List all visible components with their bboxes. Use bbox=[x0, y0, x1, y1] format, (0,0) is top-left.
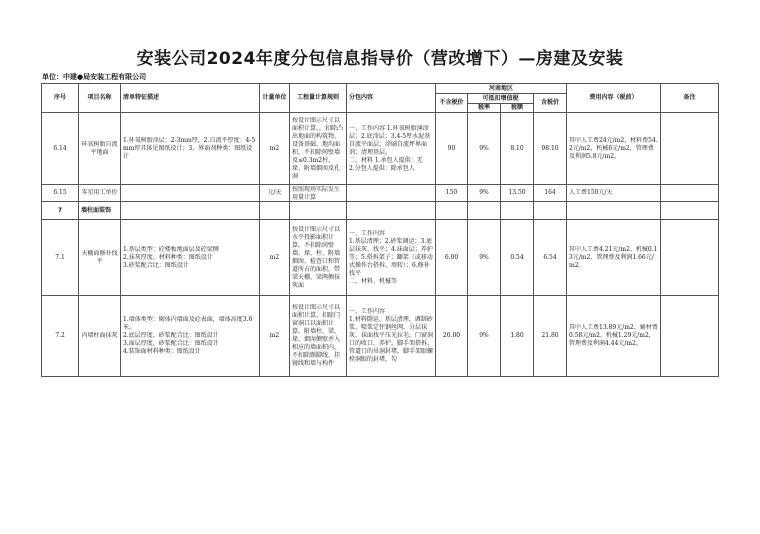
row-features bbox=[121, 185, 260, 202]
row-rule-text: 按设计图示尺寸以水平投影面积计算。不扣除间壁墙、垛、柱、附墙烟囱、检查口和管道所占的面积，带梁天棚、梁两侧抹灰面 bbox=[292, 225, 341, 289]
row-scope bbox=[347, 113, 436, 185]
row-features bbox=[121, 220, 260, 296]
header-remark: 备注 bbox=[661, 84, 719, 113]
row-tax bbox=[501, 113, 534, 185]
row-seq bbox=[42, 220, 79, 296]
row-excl-tax bbox=[436, 220, 468, 296]
header-seq: 序号 bbox=[42, 84, 79, 113]
header-deductible: 可抵扣增值税 bbox=[468, 94, 534, 104]
row-rule-text: 按设计图示尺寸以面积计算，扣除门窗洞口以面积计算。附墙柱、梁、垛、烟囱侧壁并入相应的墙面积内，不扣除踢脚线、挂镜线和墙与构件 bbox=[292, 304, 341, 367]
row-rule-text: 按设计图示尺寸以面积计算，，扣除凸出地面的构筑物、设备基础、地沟面积，不扣除间壁墙及≤0.3m2柱、垛、附墙烟囱及孔洞 bbox=[292, 116, 344, 180]
header-rate: 税率 bbox=[468, 104, 501, 113]
header-features: 清单特征描述 bbox=[121, 84, 260, 113]
row-remark bbox=[661, 185, 719, 202]
row-incl-tax-text: 6.54 bbox=[543, 253, 557, 261]
row-unit bbox=[260, 220, 290, 296]
section-title: 墙柱面装饰 bbox=[79, 202, 121, 220]
header-region: 河南地区 bbox=[436, 84, 567, 94]
row-name-text: 内墙柱面抹灰 bbox=[81, 332, 118, 339]
row-cost bbox=[567, 220, 661, 296]
row-rule bbox=[290, 113, 347, 185]
row-seq-text: 7.1 bbox=[55, 253, 65, 261]
row-excl-tax-text: 90 bbox=[447, 144, 456, 152]
row-rule bbox=[290, 220, 347, 296]
row-rule bbox=[290, 296, 347, 377]
row-rule bbox=[290, 185, 347, 202]
row-incl-tax-text: 98.10 bbox=[541, 144, 559, 152]
table-row bbox=[42, 185, 719, 202]
row-unit bbox=[260, 113, 290, 185]
row-scope-text: 一、工作内容 1.环氧树脂薄涂层；2.底涂层；3.4-5厚水泥基自流平面层；涂刷自流坪界面剂；清理基层。 二、材料 1.承包人提供：无 2.分包人提供：除承包人 bbox=[349, 124, 431, 172]
empty-cell bbox=[436, 202, 468, 220]
page-title: 安装公司2024年度分包信息指导价（营改增下）—房建及安装 bbox=[136, 49, 624, 69]
empty-cell bbox=[347, 202, 436, 220]
row-cost-text: 其中人工费24元/m2，材料费54.2元/m2，机械6元/m2，管理费及利润5.8元/m2。 bbox=[569, 136, 658, 160]
row-unit-text: m2 bbox=[269, 332, 280, 339]
row-seq bbox=[42, 185, 79, 202]
empty-cell bbox=[567, 202, 661, 220]
empty-cell bbox=[290, 202, 347, 220]
row-remark bbox=[661, 220, 719, 296]
row-excl-tax-text: 150 bbox=[445, 189, 458, 196]
row-incl-tax bbox=[534, 220, 567, 296]
row-seq: 7 bbox=[42, 202, 79, 220]
header-scope: 分包内容 bbox=[347, 84, 436, 113]
row-scope bbox=[347, 296, 436, 377]
section-row bbox=[42, 202, 719, 220]
unit-line: 单位：中建●局安装工程有限公司 bbox=[42, 73, 147, 81]
row-excl-tax bbox=[436, 296, 468, 377]
row-features-text: 1.基层类型：砼楼板地面层及砼梁侧 2.抹灰厚度、材料种类：图纸设计 3.砂浆配合比：图纸设计 bbox=[123, 245, 219, 269]
empty-cell bbox=[260, 202, 290, 220]
row-tax-text: 13.50 bbox=[508, 189, 526, 196]
row-rate-text: 9% bbox=[479, 253, 489, 261]
table-row bbox=[42, 220, 719, 296]
row-unit bbox=[260, 296, 290, 377]
row-tax-text: 0.54 bbox=[510, 253, 524, 261]
table-row bbox=[42, 296, 719, 377]
row-tax bbox=[501, 185, 534, 202]
row-scope bbox=[347, 185, 436, 202]
row-rate bbox=[468, 220, 501, 296]
row-tax bbox=[501, 296, 534, 377]
row-incl-tax bbox=[534, 296, 567, 377]
row-rate-text: 9% bbox=[479, 332, 489, 339]
row-features bbox=[121, 113, 260, 185]
row-excl-tax-text: 6.00 bbox=[444, 253, 459, 261]
row-excl-tax bbox=[436, 185, 468, 202]
row-incl-tax bbox=[534, 113, 567, 185]
row-incl-tax bbox=[534, 185, 567, 202]
row-rate bbox=[468, 185, 501, 202]
row-tax-text: 1.80 bbox=[510, 332, 524, 339]
row-unit-text: m2 bbox=[269, 144, 280, 152]
row-name bbox=[79, 296, 121, 377]
header-incl-tax: 含税价 bbox=[534, 94, 567, 113]
empty-cell bbox=[121, 202, 260, 220]
row-name-text: 零星用工单价 bbox=[81, 189, 118, 196]
row-excl-tax bbox=[436, 113, 468, 185]
row-name bbox=[79, 220, 121, 296]
row-cost bbox=[567, 185, 661, 202]
row-incl-tax-text: 164 bbox=[544, 189, 556, 196]
row-cost-text: 人工费150元/天 bbox=[569, 189, 613, 196]
row-tax bbox=[501, 220, 534, 296]
row-rate-text: 9% bbox=[479, 144, 489, 152]
row-seq-text: 6.15 bbox=[53, 189, 67, 196]
row-incl-tax-text: 21.80 bbox=[541, 332, 559, 339]
row-name-text: 天棚面修补找平 bbox=[81, 249, 118, 265]
row-features-text: 1.墙体类型：砌体内墙面及砼表面，墙体高度3.6米。 2.底层厚度、砂浆配合比：图纸设计 3.面层厚度、砂浆配合比：图纸设计 4.装饰面材料种类：图纸设计 bbox=[123, 316, 253, 355]
row-name bbox=[79, 185, 121, 202]
header-tax: 税额 bbox=[501, 104, 534, 113]
row-excl-tax-text: 20.00 bbox=[442, 332, 461, 339]
row-remark bbox=[661, 113, 719, 185]
row-scope-text: 一、工作内容 1.基层清理；2.砂浆调运；3.底层抹灰、找平；4.抹面层；养护等；5.搭拆架子；翻架（或移动式操作台搭拆、周转）；6.修补找平 二、材料、机械等 bbox=[349, 229, 433, 285]
row-cost bbox=[567, 113, 661, 185]
row-seq-text: 7.2 bbox=[55, 332, 65, 339]
row-name bbox=[79, 113, 121, 185]
row-unit-text: 元/天 bbox=[267, 189, 282, 196]
row-scope bbox=[347, 220, 436, 296]
empty-cell bbox=[534, 202, 567, 220]
row-rate-text: 9% bbox=[479, 189, 489, 196]
row-features bbox=[121, 296, 260, 377]
row-name-text: 环氧树脂自流平地面 bbox=[81, 140, 118, 156]
header-unit: 计量单位 bbox=[260, 84, 290, 113]
empty-cell bbox=[468, 202, 501, 220]
row-seq-text: 6.14 bbox=[53, 144, 67, 152]
row-cost bbox=[567, 296, 661, 377]
row-unit-text: m2 bbox=[269, 253, 280, 261]
row-scope-text: 一、工作内容 1.材料倒运、基层清理、调制砂浆、喷浆定往钢丝网，分层抹灰、抹面找平压光拉毛。门窗洞口的收口，养护，脚手架搭拆、管道口的吊洞封堵，脚手架眼螺栓洞眼的封堵，勾 bbox=[349, 308, 433, 363]
row-seq bbox=[42, 113, 79, 185]
row-cost-text: 其中人工费4.21元/m2、机械0.13元/m2、管理费及利润1.66元/m2。 bbox=[569, 245, 658, 269]
price-table bbox=[41, 83, 719, 377]
row-rule-text: 按照现场实际发生用量计算 bbox=[292, 185, 341, 201]
table-row bbox=[42, 113, 719, 185]
header-excl-tax: 不含税价 bbox=[436, 94, 468, 113]
header-rule: 工程量计算规则 bbox=[290, 84, 347, 113]
row-rate bbox=[468, 113, 501, 185]
empty-cell bbox=[501, 202, 534, 220]
row-remark bbox=[661, 296, 719, 377]
row-tax-text: 8.10 bbox=[510, 144, 524, 152]
row-features-text: 1.环氧树脂涂层：2-3mm厚，2.自流平厚度：4-5mm厚具体见图纸设计；3、界面剂种类：图纸设计 bbox=[123, 136, 256, 160]
row-cost-text: 其中人工费13.89元/m2、辅材费0.58元/m2、机械1.29元/m2，管理费及利润4.44元/m2。 bbox=[569, 324, 658, 347]
empty-cell bbox=[661, 202, 719, 220]
row-rate bbox=[468, 296, 501, 377]
row-unit bbox=[260, 185, 290, 202]
header-cost: 费用内容（税前） bbox=[567, 84, 661, 113]
header-name: 项目名称 bbox=[79, 84, 121, 113]
row-seq bbox=[42, 296, 79, 377]
